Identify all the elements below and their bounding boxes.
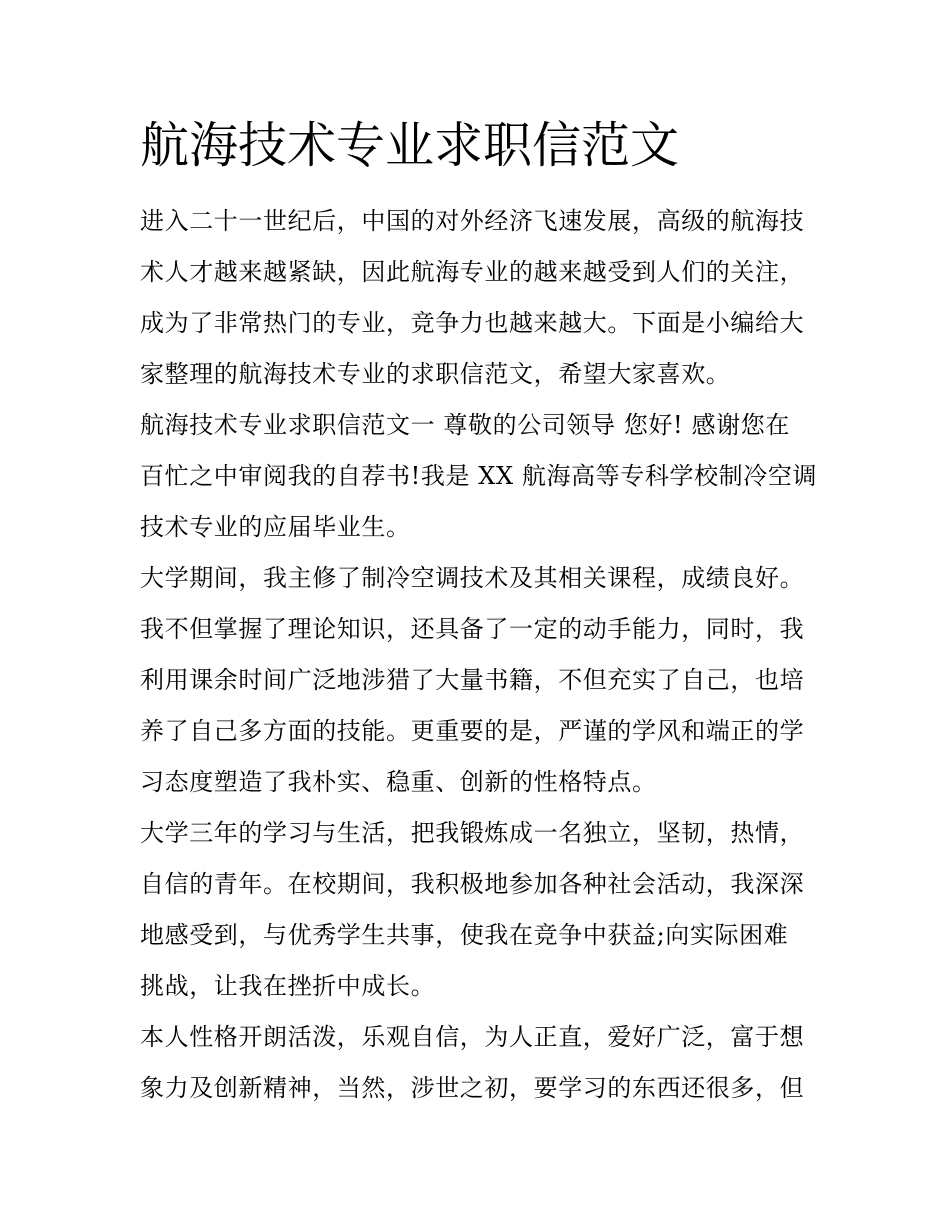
body-line: 利用课余时间广泛地涉猎了大量书籍，不但充实了自己，也培 [140,666,805,694]
body-line: 家整理的航海技术专业的求职信范文，希望大家喜欢。 [140,360,731,388]
body-line: 本人性格开朗活泼，乐观自信，为人正直，爱好广泛，富于想 [140,1023,805,1051]
body-line: 习态度塑造了我朴实、稳重、创新的性格特点。 [140,768,657,796]
body-line: 技术专业的应届毕业生。 [140,513,411,541]
body-line: 大学期间，我主修了制冷空调技术及其相关课程，成绩良好。 [140,564,805,592]
document-body [140,196,830,1114]
body-line: 我不但掌握了理论知识，还具备了一定的动手能力，同时，我 [140,615,805,643]
body-line: 地感受到，与优秀学生共事，使我在竞争中获益;向实际困难 [140,921,789,949]
body-line: 航海技术专业求职信范文一 尊敬的公司领导 您好! 感谢您在 [140,411,790,439]
body-line: 百忙之中审阅我的自荐书!我是 XX 航海高等专科学校制冷空调 [140,462,818,490]
body-line: 术人才越来越紧缺，因此航海专业的越来越受到人们的关注， [140,258,805,286]
body-line: 成为了非常热门的专业，竞争力也越来越大。下面是小编给大 [140,309,805,337]
body-line: 象力及创新精神，当然，涉世之初，要学习的东西还很多，但 [140,1074,805,1102]
body-line: 挑战，让我在挫折中成长。 [140,972,436,1000]
body-line: 养了自己多方面的技能。更重要的是，严谨的学风和端正的学 [140,717,805,745]
document-title: 航海技术专业求职信范文 [140,117,680,174]
body-line: 自信的青年。在校期间，我积极地参加各种社会活动，我深深 [140,870,805,898]
body-line: 进入二十一世纪后，中国的对外经济飞速发展，高级的航海技 [140,207,805,235]
body-line: 大学三年的学习与生活，把我锻炼成一名独立，坚韧，热情， [140,819,805,847]
